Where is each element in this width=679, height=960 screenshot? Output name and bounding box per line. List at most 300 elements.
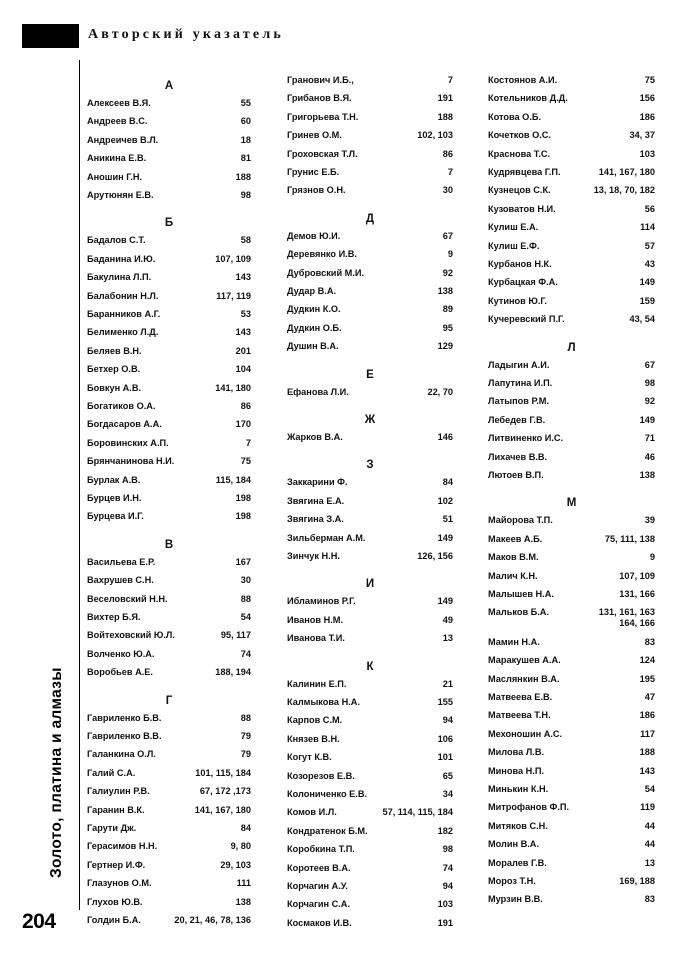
- page-references: 141, 180: [215, 382, 251, 393]
- page-references: 84: [442, 477, 453, 488]
- author-name: Зильберман А.М.: [287, 532, 366, 543]
- page-references: 83: [644, 636, 655, 647]
- author-name: Коротеев В.А.: [287, 862, 351, 873]
- index-entry: [87, 860, 251, 871]
- index-entry: [87, 575, 251, 586]
- author-name: Гринев О.М.: [287, 130, 342, 141]
- page-references: 13: [442, 633, 453, 644]
- page-references: 143: [639, 765, 655, 776]
- page-references: 201: [235, 345, 251, 356]
- author-name: Зинчук Н.Н.: [287, 551, 340, 561]
- author-name: Маков В.М.: [488, 552, 539, 563]
- author-name: Демов Ю.И.: [287, 230, 341, 241]
- author-name: Матвеева Т.Н.: [488, 710, 551, 721]
- author-name: Кулиш Е.А.: [488, 222, 539, 233]
- author-name: Курбацкая Ф.А.: [488, 277, 558, 288]
- page-references: 74: [240, 648, 251, 659]
- index-letter-heading: Е: [366, 368, 374, 381]
- index-entry: [87, 786, 251, 797]
- page-references: 129: [437, 341, 453, 352]
- index-entry: [488, 360, 655, 371]
- page-references: 117, 119: [216, 290, 251, 301]
- page-references: 51: [442, 514, 453, 525]
- index-entry: [488, 766, 655, 777]
- page-references: 111: [236, 878, 251, 889]
- page-references: 143: [235, 327, 251, 338]
- author-name: Гертнер И.Ф.: [87, 859, 146, 870]
- author-name: Деревянко И.В.: [287, 249, 357, 260]
- author-name: Кутинов Ю.Г.: [488, 295, 547, 306]
- page-references: 198: [235, 511, 251, 522]
- index-entry: [87, 116, 251, 127]
- index-entry: [488, 729, 655, 740]
- page-references: 102, 103: [417, 130, 453, 141]
- index-entry: [87, 823, 251, 834]
- index-entry: [87, 749, 251, 760]
- index-entry: [488, 75, 655, 86]
- index-entry: [87, 878, 251, 889]
- page-references: 188: [639, 747, 655, 758]
- page-references: 13, 18, 70, 182: [593, 185, 655, 196]
- page-references: 124: [639, 655, 655, 666]
- index-entry: [287, 112, 453, 123]
- author-name: Аникина Е.В.: [87, 153, 147, 164]
- author-name: Беляев В.Н.: [87, 345, 142, 356]
- page-references: 67: [644, 359, 655, 370]
- index-entry: [87, 327, 251, 338]
- index-letter-heading: Л: [567, 341, 576, 354]
- index-entry: [488, 470, 655, 481]
- page-references: 9: [649, 552, 655, 563]
- index-entry: [287, 826, 453, 837]
- author-name: Галанкина О.Л.: [87, 749, 156, 760]
- index-letter-heading: Г: [165, 694, 173, 707]
- page-references: 191: [437, 917, 453, 928]
- author-name: Краснова Т.С.: [488, 148, 551, 159]
- author-name: Звягина З.А.: [287, 514, 344, 525]
- page-references: 74: [442, 862, 453, 873]
- index-entry: [87, 291, 251, 302]
- index-entry: [488, 396, 655, 407]
- author-name: Вихтер Б.Я.: [87, 612, 141, 622]
- index-entry: [488, 259, 655, 270]
- page-references: 103: [437, 899, 453, 910]
- index-entry: [488, 515, 655, 526]
- index-entry: [488, 802, 655, 813]
- index-entry: [87, 419, 251, 430]
- author-name: Дубровский М.И.: [287, 267, 365, 278]
- author-name: Бадалов С.Т.: [87, 235, 146, 246]
- page-references: 43, 54: [629, 314, 655, 325]
- page-references: 126, 156: [417, 551, 453, 561]
- author-name: Гранович И.Б.,: [287, 75, 354, 85]
- page-references: 30: [442, 185, 453, 196]
- index-entry: [488, 415, 655, 426]
- index-entry: [488, 185, 655, 196]
- page-references: 159: [639, 295, 655, 306]
- index-entry: [87, 309, 251, 320]
- author-name: Котельников Д.Д.: [488, 93, 568, 104]
- index-entry: [87, 383, 251, 394]
- page-references: 7: [447, 75, 453, 85]
- page-references: 86: [240, 401, 251, 411]
- author-name: Карпов С.М.: [287, 715, 343, 726]
- index-entry: [488, 241, 655, 252]
- page-references: 46: [644, 451, 655, 462]
- page-references: 98: [644, 378, 655, 388]
- page-references: 170: [235, 419, 251, 430]
- index-entry: [287, 149, 453, 160]
- page-references: 49: [442, 614, 453, 625]
- author-name: Голдин Б.А.: [87, 915, 141, 925]
- index-entry: [87, 235, 251, 246]
- page-references: 95, 117: [220, 630, 251, 641]
- index-entry: [287, 477, 453, 488]
- author-name: Гаранин В.К.: [87, 804, 145, 815]
- index-entry: [488, 277, 655, 288]
- page-references: 155: [437, 697, 453, 707]
- page-references: 143: [235, 272, 251, 283]
- author-name: Душин В.А.: [287, 341, 339, 352]
- index-entry: [87, 511, 251, 522]
- page-references: 191: [437, 93, 453, 104]
- author-name: Костоянов А.И.: [488, 75, 558, 85]
- author-name: Литвиненко И.С.: [488, 433, 564, 444]
- index-entry: [488, 433, 655, 444]
- author-name: Баданина И.Ю.: [87, 253, 156, 264]
- page-references: 131, 166: [619, 589, 655, 599]
- author-name: Балабонин Н.Л.: [87, 290, 159, 301]
- index-entry: [287, 130, 453, 141]
- author-name: Коробкина Т.П.: [287, 844, 355, 855]
- index-entry: [87, 667, 251, 678]
- author-name: Мамин Н.А.: [488, 636, 540, 647]
- index-entry: [287, 918, 453, 929]
- index-entry: [488, 821, 655, 832]
- page-references: 22, 70: [427, 386, 453, 397]
- page-references: 106: [437, 733, 453, 744]
- author-name: Звягина Е.А.: [287, 495, 345, 506]
- author-name: Минова Н.П.: [488, 765, 544, 776]
- index-entry: [87, 254, 251, 265]
- index-letter-heading: В: [164, 538, 174, 551]
- page-references: 131, 161, 163 164, 166: [598, 607, 655, 629]
- author-name: Белименко Л.Д.: [87, 327, 159, 338]
- author-name: Глухов Ю.В.: [87, 896, 143, 907]
- page-references: 141, 167, 180: [598, 167, 655, 177]
- author-name: Когут К.В.: [287, 752, 332, 763]
- index-entry: [87, 135, 251, 146]
- page-references: 182: [437, 825, 453, 836]
- page-references: 94: [442, 715, 453, 726]
- page-references: 57: [644, 240, 655, 251]
- index-entry: [287, 533, 453, 544]
- page-references: 98: [240, 190, 251, 200]
- author-name: Кучеревский П.Г.: [488, 314, 565, 325]
- index-entry: [287, 881, 453, 892]
- page-references: 44: [644, 839, 655, 850]
- index-entry: [87, 630, 251, 641]
- author-name: Маракушев А.А.: [488, 655, 561, 666]
- page-references: 75, 111, 138: [604, 533, 655, 544]
- author-name: Кузоватов Н.И.: [488, 203, 556, 214]
- index-entry: [87, 98, 251, 109]
- author-name: Дудкин О.Б.: [287, 322, 342, 333]
- index-entry: [87, 401, 251, 412]
- index-entry: [87, 612, 251, 623]
- index-entry: [488, 378, 655, 389]
- author-name: Калмыкова Н.А.: [287, 697, 360, 707]
- author-name: Боровинских А.П.: [87, 437, 169, 448]
- author-name: Ефанова Л.И.: [287, 386, 349, 397]
- page-references: 79: [240, 749, 251, 760]
- author-name: Кудрявцева Г.П.: [488, 167, 561, 177]
- page-references: 54: [240, 612, 251, 622]
- index-entry: [287, 596, 453, 607]
- index-entry: [488, 93, 655, 104]
- index-entry: [287, 789, 453, 800]
- index-entry: [488, 204, 655, 215]
- author-name: Алексеев В.Я.: [87, 98, 151, 108]
- page-references: 138: [639, 470, 655, 480]
- author-name: Лютоев В.П.: [488, 470, 544, 480]
- index-letter-heading: М: [566, 497, 577, 510]
- page-references: 95: [442, 322, 453, 333]
- page-references: 81: [240, 153, 251, 164]
- page-references: 198: [235, 493, 251, 503]
- page-references: 88: [240, 712, 251, 723]
- author-name: Кочетков О.С.: [488, 130, 551, 141]
- author-name: Гарути Дж.: [87, 823, 137, 833]
- index-entry: [287, 771, 453, 782]
- index-entry: [287, 341, 453, 352]
- page-references: 188: [437, 111, 453, 122]
- page-references: 156: [639, 93, 655, 104]
- index-entry: [87, 438, 251, 449]
- index-entry: [87, 190, 251, 201]
- index-entry: [87, 731, 251, 742]
- author-name: Войтеховский Ю.Л.: [87, 630, 175, 641]
- index-entry: [488, 534, 655, 545]
- page-references: 89: [442, 304, 453, 315]
- author-name: Богатиков О.А.: [87, 401, 156, 411]
- page-references: 146: [437, 432, 453, 442]
- author-name: Космаков И.В.: [287, 917, 352, 928]
- page-references: 71: [644, 433, 655, 444]
- page-references: 13: [644, 857, 655, 868]
- author-name: Веселовский Н.Н.: [87, 593, 168, 604]
- author-name: Волченко Ю.А.: [87, 648, 155, 659]
- index-entry: [488, 655, 655, 666]
- index-entry: [287, 734, 453, 745]
- author-name: Лебедев Г.В.: [488, 414, 546, 425]
- index-entry: [488, 296, 655, 307]
- author-name: Козорезов Е.В.: [287, 770, 355, 781]
- author-name: Мурзин В.В.: [488, 894, 543, 905]
- author-name: Мороз Т.Н.: [488, 876, 536, 886]
- page-references: 20, 21, 46, 78, 136: [174, 915, 251, 925]
- author-name: Грунис Е.Б.: [287, 167, 340, 177]
- index-entry: [287, 752, 453, 763]
- page-references: 43: [644, 259, 655, 269]
- author-name: Кондратенок Б.М.: [287, 825, 368, 836]
- author-name: Митрофанов Ф.П.: [488, 802, 570, 813]
- index-entry: [488, 839, 655, 850]
- index-entry: [488, 112, 655, 123]
- author-name: Бурцев И.Н.: [87, 493, 142, 503]
- page-references: 54: [644, 784, 655, 794]
- page-references: 138: [437, 286, 453, 296]
- index-letter-heading: И: [365, 578, 375, 591]
- author-name: Герасимов Н.Н.: [87, 841, 158, 852]
- spine-title: Золото, платина и алмазы: [48, 667, 65, 878]
- page-number: 204: [22, 910, 56, 933]
- author-name: Грибанов В.Я.: [287, 93, 352, 104]
- page-references: 107, 109: [619, 570, 655, 581]
- author-name: Григорьева Т.Н.: [287, 111, 359, 122]
- index-entry: [87, 364, 251, 375]
- page-references: 102: [437, 495, 453, 506]
- page-references: 18: [240, 134, 251, 145]
- index-entry: [87, 272, 251, 283]
- index-entry: [287, 697, 453, 708]
- page-references: 60: [240, 116, 251, 127]
- author-name: Вахрушев С.Н.: [87, 575, 154, 586]
- index-entry: [287, 432, 453, 443]
- index-entry: [488, 674, 655, 685]
- author-name: Матвеева Е.В.: [488, 692, 553, 702]
- author-name: Дудкин К.О.: [287, 304, 341, 315]
- author-name: Баранников А.Г.: [87, 309, 161, 319]
- author-name: Калинин Е.П.: [287, 678, 347, 689]
- page-references: 195: [639, 673, 655, 684]
- page-references: 94: [442, 881, 453, 891]
- page-references: 7: [245, 437, 251, 448]
- index-entry: [87, 713, 251, 724]
- author-name: Бовкун А.В.: [87, 382, 142, 393]
- index-entry: [87, 805, 251, 816]
- index-entry: [287, 633, 453, 644]
- page-references: 167: [235, 556, 251, 567]
- page-references: 58: [240, 235, 251, 246]
- author-name: Грязнов О.Н.: [287, 185, 346, 196]
- page-references: 9, 80: [230, 841, 251, 852]
- index-entry: [87, 493, 251, 504]
- author-name: Жарков В.А.: [287, 432, 343, 442]
- page-references: 186: [639, 710, 655, 721]
- author-name: Кузнецов С.К.: [488, 185, 551, 196]
- index-entry: [287, 249, 453, 260]
- index-entry: [287, 514, 453, 525]
- author-name: Галий С.А.: [87, 767, 136, 778]
- page-references: 79: [240, 731, 251, 741]
- page-references: 169, 188: [619, 876, 655, 886]
- author-name: Малич К.Н.: [488, 570, 538, 581]
- author-name: Заккарини Ф.: [287, 477, 348, 488]
- page-references: 53: [240, 309, 251, 319]
- index-letter-heading: Ж: [364, 414, 376, 426]
- page-references: 34, 37: [629, 130, 655, 141]
- index-letter-heading: К: [366, 660, 374, 673]
- index-entry: [287, 167, 453, 178]
- author-name: Минькин К.Н.: [488, 784, 549, 794]
- index-entry: [488, 167, 655, 178]
- index-entry: [488, 452, 655, 463]
- index-entry: [488, 607, 655, 629]
- index-entry: [87, 153, 251, 164]
- index-letter-heading: З: [366, 459, 374, 472]
- index-entry: [488, 130, 655, 141]
- index-entry: [488, 589, 655, 600]
- author-name: Арутюнян Е.В.: [87, 190, 154, 200]
- page-references: 75: [644, 75, 655, 85]
- author-name: Богдасаров А.А.: [87, 419, 162, 430]
- page-references: 75: [240, 456, 251, 467]
- index-entry: [488, 314, 655, 325]
- index-entry: [287, 899, 453, 910]
- index-entry: [87, 915, 251, 926]
- page-references: 56: [644, 203, 655, 214]
- index-letter-heading: Д: [365, 212, 375, 225]
- author-name: Дудар В.А.: [287, 286, 337, 296]
- page-references: 65: [442, 770, 453, 781]
- page-references: 188: [235, 171, 251, 182]
- author-name: Бетхер О.В.: [87, 364, 141, 375]
- index-entry: [488, 222, 655, 233]
- index-entry: [488, 747, 655, 758]
- index-entry: [87, 346, 251, 357]
- author-name: Латыпов Р.М.: [488, 396, 550, 407]
- author-name: Котова О.Б.: [488, 111, 542, 122]
- page-references: 103: [639, 148, 655, 159]
- author-name: Корчагин А.У.: [287, 881, 348, 891]
- author-name: Корчагин С.А.: [287, 899, 350, 910]
- index-entry: [287, 496, 453, 507]
- author-name: Иванова Т.И.: [287, 633, 345, 644]
- page-references: 30: [240, 575, 251, 586]
- index-entry: [287, 268, 453, 279]
- page-references: 117: [640, 728, 655, 739]
- page-references: 39: [644, 515, 655, 526]
- index-entry: [87, 475, 251, 486]
- index-entry: [488, 552, 655, 563]
- author-name: Курбанов Н.К.: [488, 259, 552, 269]
- page-references: 7: [447, 167, 453, 177]
- page-references: 92: [644, 396, 655, 407]
- page-references: 149: [437, 532, 453, 543]
- index-entry: [488, 571, 655, 582]
- page-references: 98: [442, 844, 453, 855]
- page-references: 67: [442, 230, 453, 241]
- author-name: Князев В.Н.: [287, 733, 340, 744]
- author-name: Иванов Н.М.: [287, 614, 343, 625]
- page-references: 188, 194: [215, 667, 251, 678]
- page-references: 119: [640, 802, 655, 813]
- index-entry: [488, 149, 655, 160]
- index-entry: [287, 185, 453, 196]
- index-entry: [287, 93, 453, 104]
- index-entry: [287, 286, 453, 297]
- author-name: Васильева Е.Р.: [87, 556, 156, 567]
- page-references: 149: [639, 414, 655, 425]
- author-name: Макеев А.Б.: [488, 533, 543, 544]
- author-name: Кулиш Е.Ф.: [488, 240, 540, 251]
- page-references: 186: [639, 111, 655, 122]
- page-references: 141, 167, 180: [194, 804, 251, 815]
- index-entry: [287, 231, 453, 242]
- author-name: Бурлак А.В.: [87, 474, 141, 485]
- author-name: Лихачев В.В.: [488, 451, 548, 462]
